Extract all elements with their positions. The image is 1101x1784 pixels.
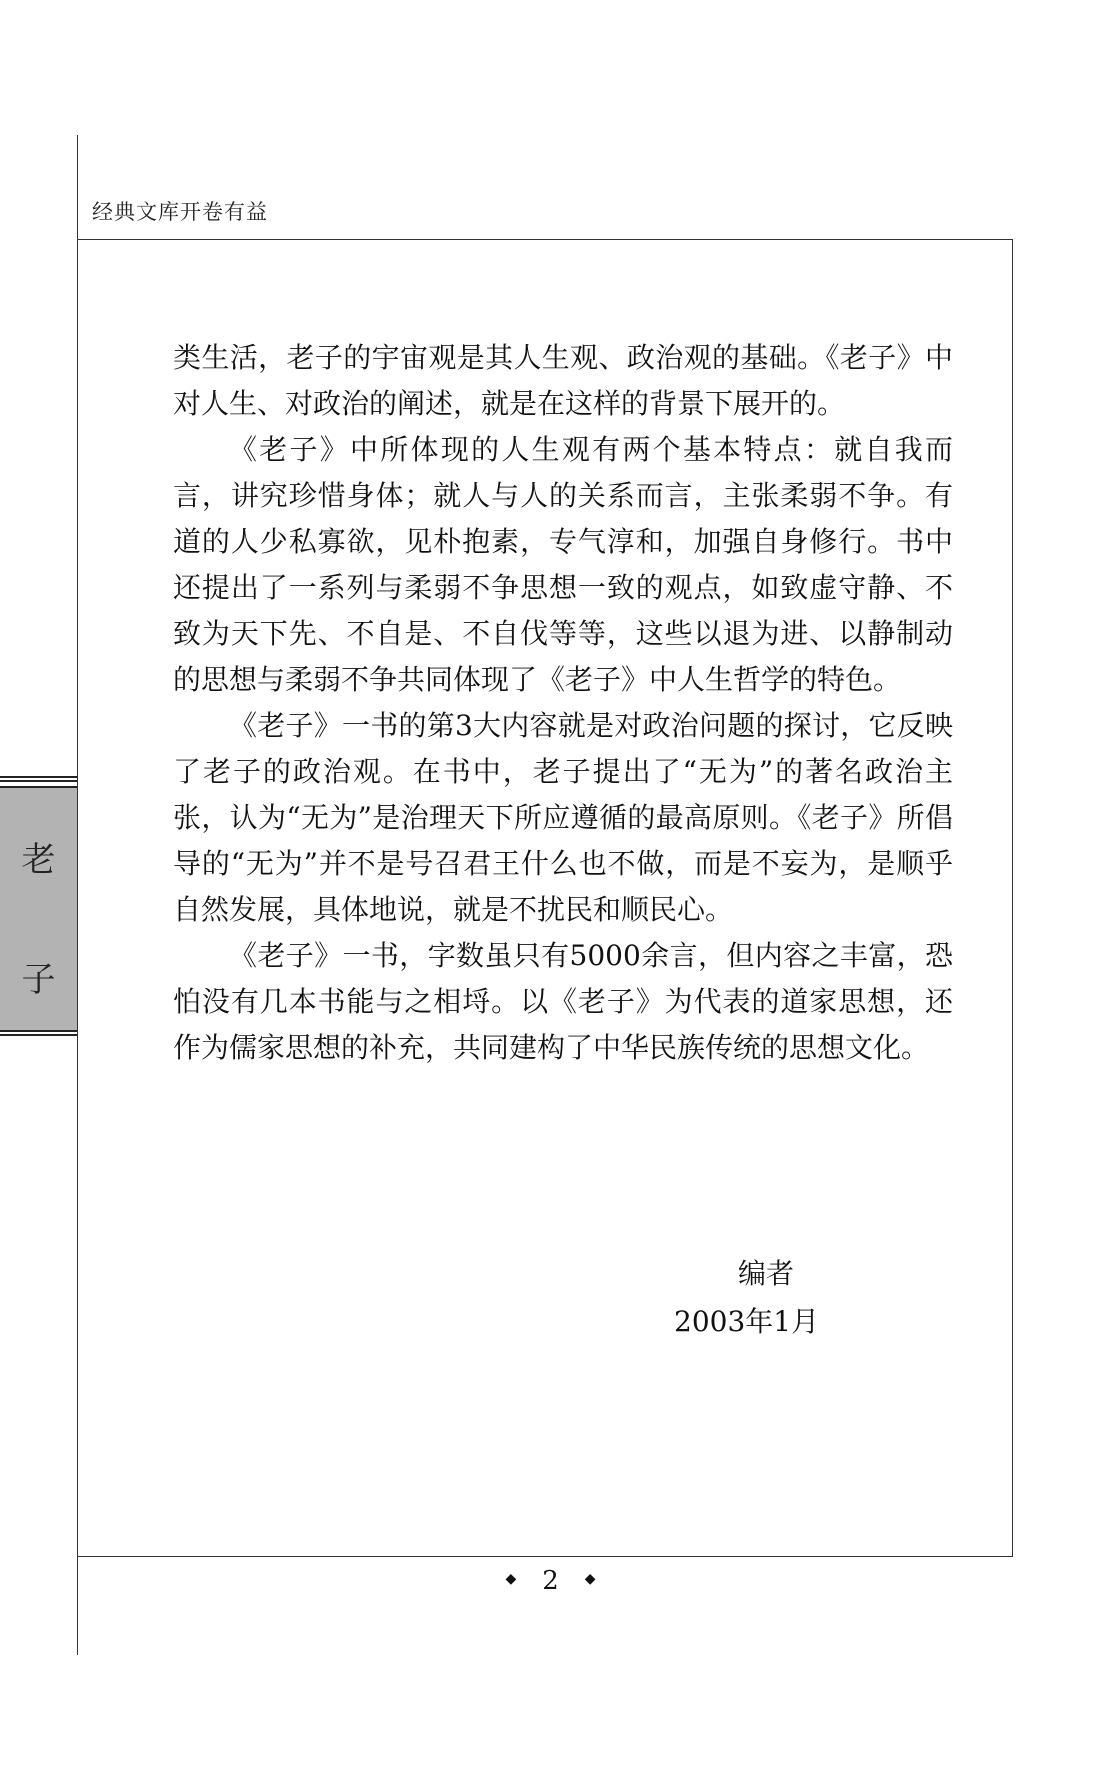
signature-block xyxy=(640,1250,880,1346)
side-tab-bottom-rule xyxy=(0,1030,77,1036)
paragraph-1: 类生活，老子的宇宙观是其人生观、政治观的基础。《老子》中对人生、对政治的阐述，就是在这样的背景下展开的。 xyxy=(173,341,953,420)
paragraph-2: 《老子》中所体现的人生观有两个基本特点：就自我而言，讲究珍惜身体；就人与人的关系而言，主张柔弱不争。有道的人少私寡欲，见朴抱素，专气淳和，加强自身修行。书中还提出了一系列与柔弱不争思想一致的观点，如致虚守静、不致为天下先、不自是、不自伐等等，这些以退为进、以静制动的思想与柔弱不争共同体现了《老子》中人生哲学的特色。 xyxy=(173,433,953,696)
page-number: 2 xyxy=(542,1566,559,1596)
running-header: 经典文库开卷有益 xyxy=(92,200,268,224)
signature-date: 2003年1月 xyxy=(674,1305,820,1338)
side-tab-top-rule xyxy=(0,776,77,782)
body-text xyxy=(173,335,953,1071)
diamond-right-icon: ◆ xyxy=(584,1571,596,1587)
signature-author: 编者 xyxy=(738,1257,795,1290)
diamond-left-icon: ◆ xyxy=(505,1571,517,1587)
paragraph-3: 《老子》一书的第3大内容就是对政治问题的探讨，它反映了老子的政治观。在书中，老子提出了“无为”的著名政治主张，认为“无为”是治理天下所应遵循的最高原则。《老子》所倡导的“无为”并不是号召君王什么也不做，而是不妄为，是顺乎自然发展，具体地说，就是不扰民和顺民心。 xyxy=(173,709,953,926)
side-tab-char-2: 子 xyxy=(21,960,56,1000)
side-tab-char-1: 老 xyxy=(21,840,56,880)
paragraph-4: 《老子》一书，字数虽只有5000余言，但内容之丰富，恐怕没有几本书能与之相埒。以《老子》为代表的道家思想，还作为儒家思想的补充，共同建构了中华民族传统的思想文化。 xyxy=(173,939,953,1064)
page-footer xyxy=(0,1566,1101,1596)
